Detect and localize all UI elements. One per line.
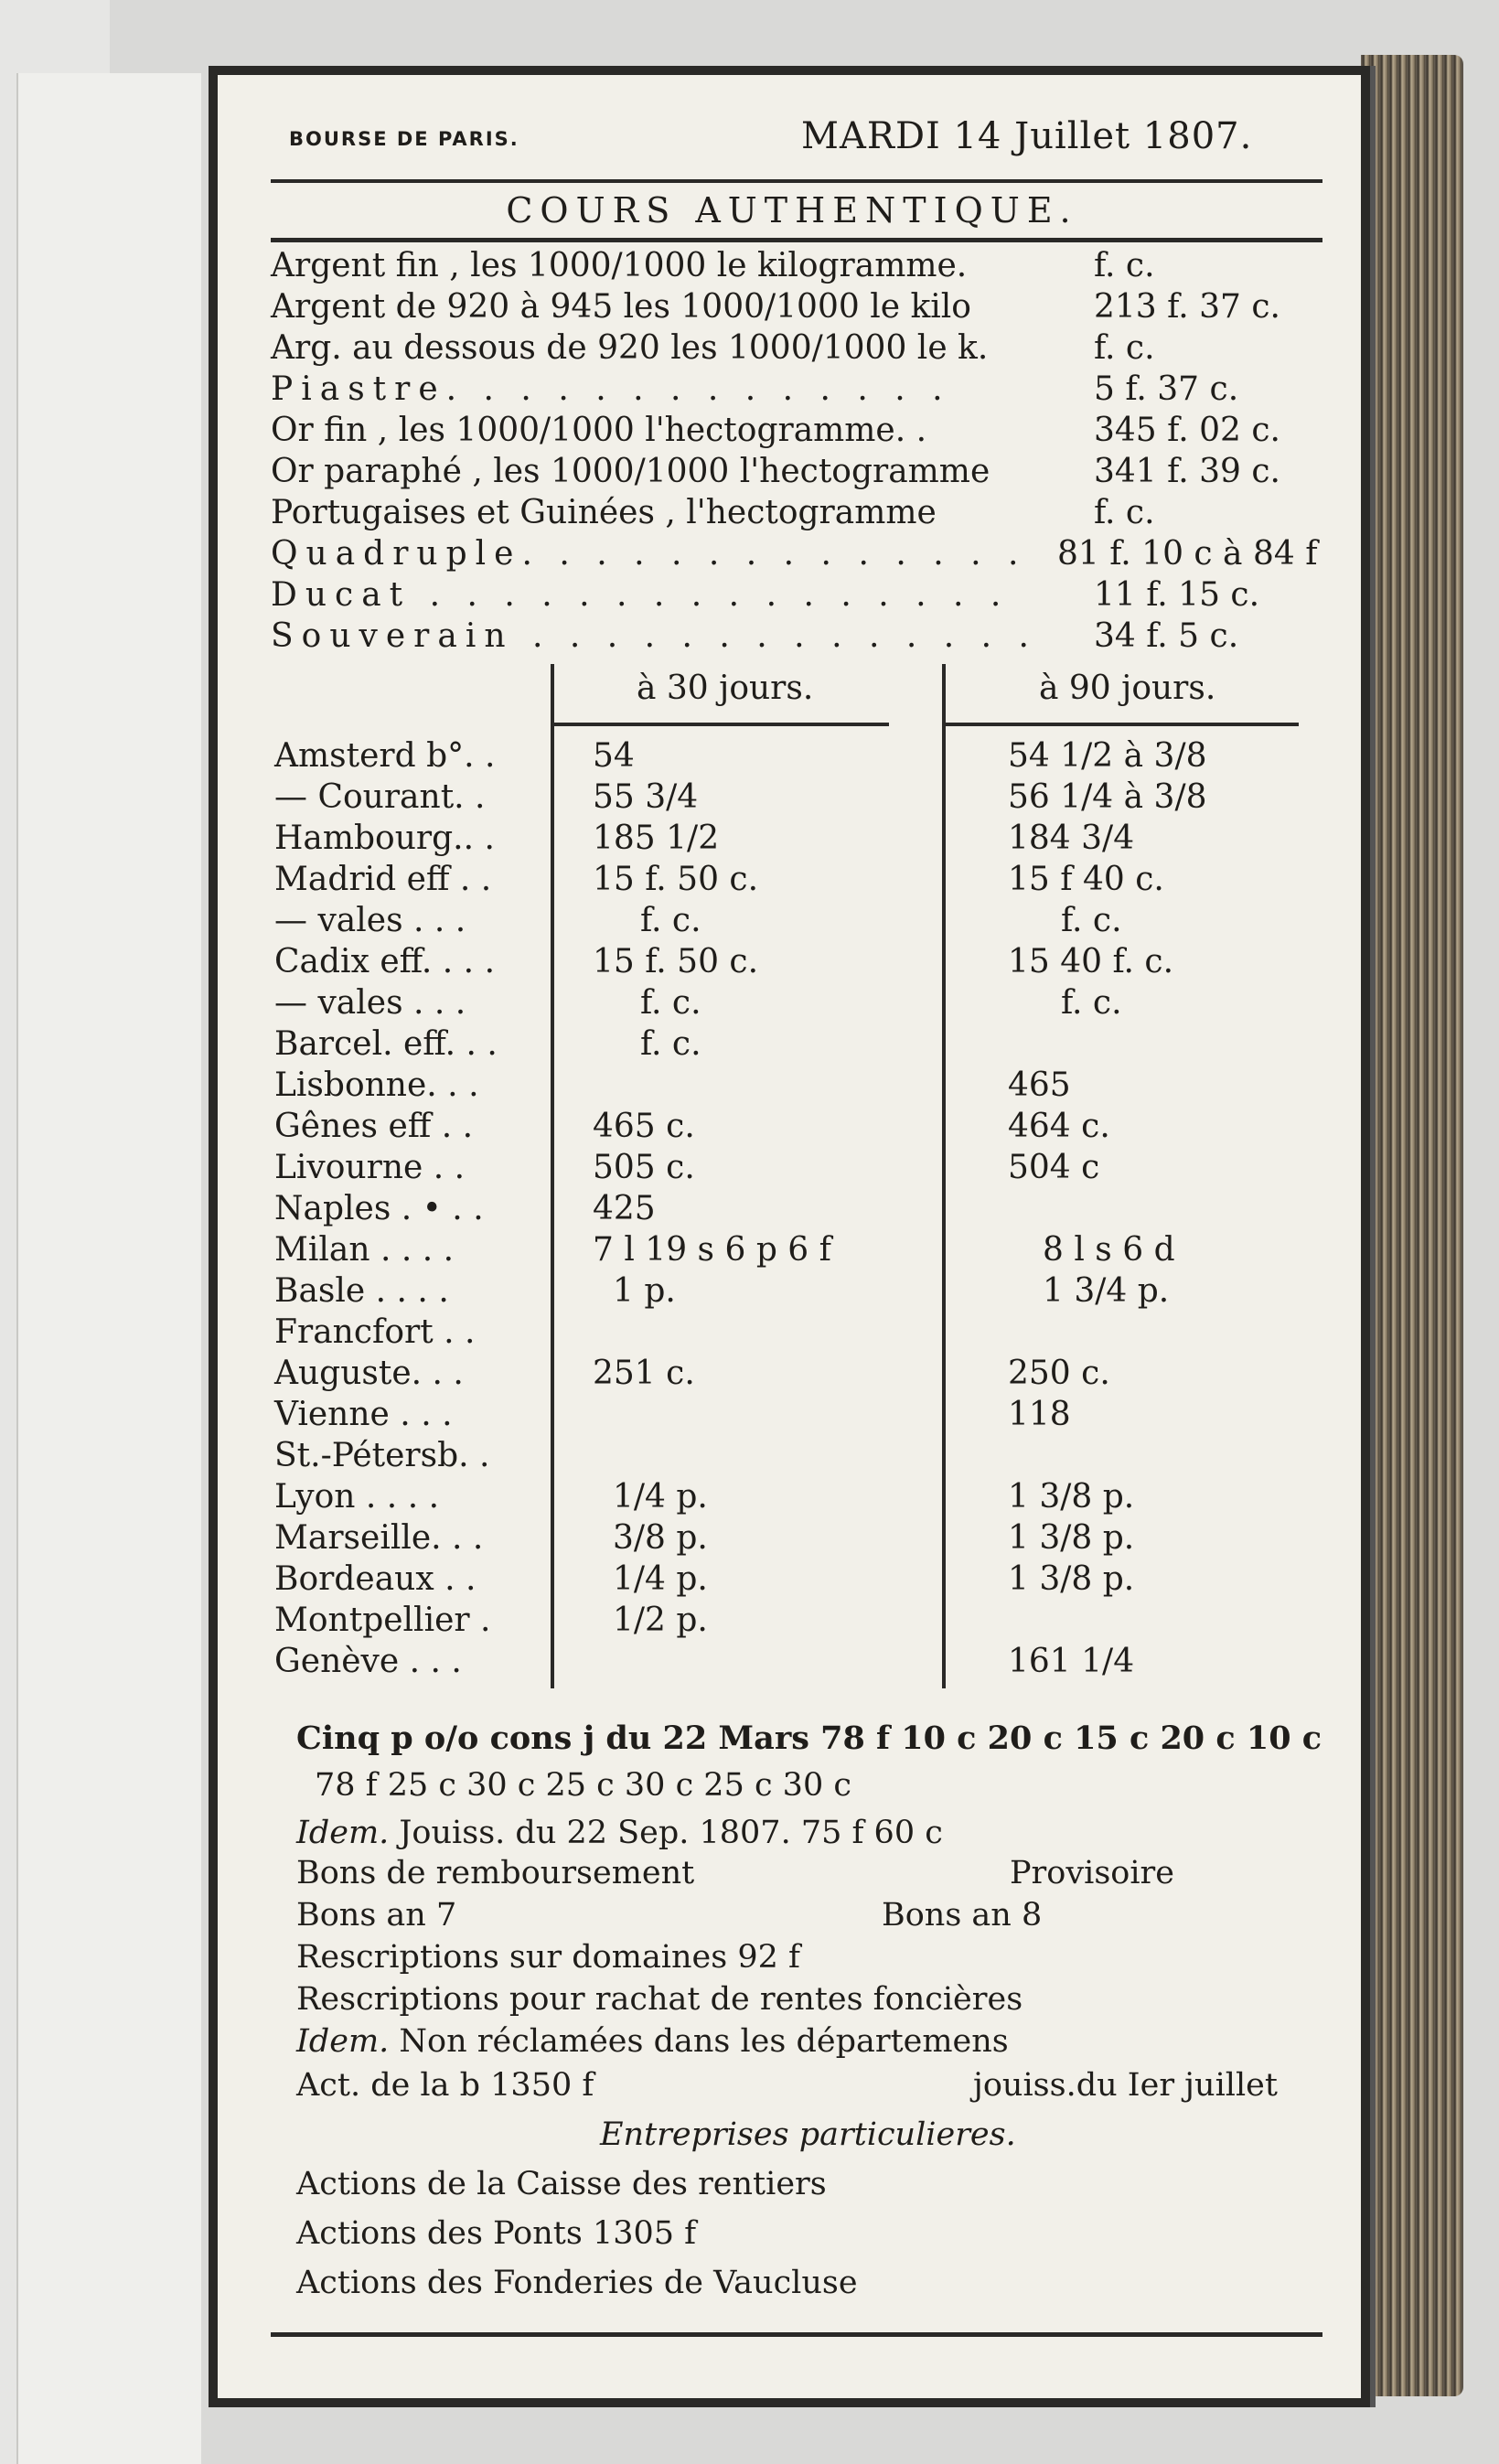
fund-idem-non-reclamees [296, 2023, 1009, 2060]
exchange-place: Barcel. eff. . . [274, 1025, 498, 1063]
rate-90: 1 3/8 p. [1008, 1560, 1135, 1598]
exchange-place: Lyon . . . . [274, 1478, 440, 1516]
exchange-place: Francfort . . [274, 1313, 476, 1351]
column-header-rule-30 [554, 723, 889, 726]
rate-30: 505 c. [593, 1149, 695, 1186]
exchange-place: Auguste. . . [274, 1355, 464, 1392]
rate-30: f. c. [640, 1025, 701, 1063]
metal-price: 341 f. 39 c. [1094, 453, 1280, 490]
page-inner [252, 91, 1332, 2378]
idem2-label: Idem. [296, 2023, 390, 2060]
metal-name: Quadruple. . . . . . . . . . . . . . [271, 535, 1027, 573]
rate-90: 465 [1008, 1066, 1071, 1104]
rate-90: f. c. [1061, 984, 1122, 1022]
metal-price: 81 f. 10 c à 84 f [1057, 535, 1318, 573]
idem2-text: Non réclamées dans les départemens [399, 2023, 1009, 2060]
exchange-place: Basle . . . . [274, 1272, 449, 1310]
exchange-place: Montpellier . [274, 1602, 491, 1639]
metal-price: 34 f. 5 c. [1094, 617, 1239, 655]
column-divider-right [942, 664, 946, 1688]
column-header-rule-90 [946, 723, 1299, 726]
rate-30: 185 1/2 [593, 820, 720, 857]
metal-price: 5 f. 37 c. [1094, 370, 1239, 408]
rate-90: 184 3/4 [1008, 820, 1135, 857]
rate-30: 3/8 p. [613, 1519, 708, 1557]
exchange-place: — vales . . . [274, 902, 466, 939]
rate-30: 54 [593, 737, 635, 775]
provisoire-label: Provisoire [1010, 1855, 1174, 1891]
exchange-place: Genève . . . [274, 1643, 462, 1680]
rate-30: f. c. [640, 984, 701, 1022]
rate-90: 1 3/4 p. [1043, 1272, 1170, 1310]
act-banque-text: Act. de la b 1350 f [296, 2067, 594, 2104]
metal-price: 345 f. 02 c. [1094, 412, 1280, 449]
page-edges [1361, 55, 1463, 2396]
rate-90: 8 l s 6 d [1043, 1231, 1175, 1269]
rate-90: 161 1/4 [1008, 1643, 1135, 1680]
rate-30: 1/4 p. [613, 1560, 708, 1598]
fund-bons-an [296, 1897, 1302, 1934]
metal-name: Piastre. . . . . . . . . . . . . . [271, 370, 951, 408]
rate-30: 7 l 19 s 6 p 6 f [593, 1231, 831, 1269]
exchange-place: Marseille. . . [274, 1519, 484, 1557]
metal-name: Argent fin , les 1000/1000 le kilogramme. [271, 247, 968, 284]
rate-30: 15 f. 50 c. [593, 943, 759, 980]
idem-label: Idem. [296, 1815, 390, 1851]
header-rule [271, 179, 1322, 183]
bons-an-7: Bons an 7 [296, 1897, 457, 1934]
rate-30: 55 3/4 [593, 778, 699, 816]
rate-90: 1 3/8 p. [1008, 1519, 1135, 1557]
exchange-place: Gênes eff . . [274, 1108, 474, 1145]
exchange-place: St.-Pétersb. . [274, 1437, 490, 1474]
fund-idem-jouissance [296, 1815, 943, 1851]
metal-price: 11 f. 15 c. [1094, 576, 1260, 614]
fund-cinq-continued: 78 f 25 c 30 c 25 c 30 c 25 c 30 c [315, 1767, 851, 1804]
exchange-place: Milan . . . . [274, 1231, 455, 1269]
fund-fonderies-vaucluse: Actions des Fonderies de Vaucluse [296, 2265, 858, 2301]
document-page [209, 66, 1370, 2407]
fund-bons-remboursement [296, 1855, 1302, 1891]
fund-cinq-pour-cent: Cinq p o/o cons j du 22 Mars 78 f 10 c 20 c 15 c 20 c 10 c [296, 1719, 1322, 1757]
metal-price: f. c. [1094, 247, 1155, 284]
rate-30: 465 c. [593, 1108, 695, 1145]
rate-90: 464 c. [1008, 1108, 1110, 1145]
exchange-place: Cadix eff. . . . [274, 943, 496, 980]
metal-name: Souverain . . . . . . . . . . . . . . [271, 617, 1037, 655]
rate-90: 54 1/2 à 3/8 [1008, 737, 1207, 775]
exchange-place: Livourne . . [274, 1149, 466, 1186]
metal-name: Ducat . . . . . . . . . . . . . . . . [271, 576, 1010, 614]
exchange-place: Naples . • . . [274, 1190, 484, 1227]
idem-text: Jouiss. du 22 Sep. 1807. 75 f 60 c [399, 1815, 943, 1851]
exchange-place: Vienne . . . [274, 1396, 453, 1433]
entreprises-heading: Entreprises particulieres. [600, 2116, 1016, 2153]
metal-name: Portugaises et Guinées , l'hectogramme [271, 494, 937, 531]
metal-price: 213 f. 37 c. [1094, 288, 1280, 326]
jouissance-text: jouiss.du Ier juillet [973, 2067, 1278, 2104]
rate-30: f. c. [640, 902, 701, 939]
rate-90: 1 3/8 p. [1008, 1478, 1135, 1516]
column-header-90: à 90 jours. [1039, 670, 1216, 707]
title-rule [271, 238, 1322, 242]
exchange-place: Lisbonne. . . [274, 1066, 479, 1104]
rate-30: 1/4 p. [613, 1478, 708, 1516]
fund-actions-banque [296, 2067, 1321, 2104]
metal-price: f. c. [1094, 494, 1155, 531]
column-divider-left [551, 664, 554, 1688]
binding-fold [16, 73, 201, 2464]
exchange-place: Amsterd b°. . [274, 737, 496, 775]
exchange-place: — Courant. . [274, 778, 486, 816]
rate-30: 1/2 p. [613, 1602, 708, 1639]
rate-90: f. c. [1061, 902, 1122, 939]
metal-name: Argent de 920 à 945 les 1000/1000 le kilo [271, 288, 971, 326]
bons-remb-label: Bons de remboursement [296, 1855, 695, 1891]
metal-name: Or paraphé , les 1000/1000 l'hectogramme [271, 453, 990, 490]
rate-30: 251 c. [593, 1355, 695, 1392]
rate-30: 15 f. 50 c. [593, 861, 759, 898]
metal-price: f. c. [1094, 329, 1155, 367]
section-title: COURS AUTHENTIQUE. [506, 190, 1078, 230]
fund-caisse-rentiers: Actions de la Caisse des rentiers [296, 2166, 827, 2202]
rate-90: 250 c. [1008, 1355, 1110, 1392]
exchange-place: — vales . . . [274, 984, 466, 1022]
fund-rescriptions-rachat: Rescriptions pour rachat de rentes foncières [296, 1981, 1023, 2018]
bons-an-8: Bons an 8 [882, 1897, 1043, 1934]
header-date: MARDI 14 Juillet 1807. [801, 115, 1253, 157]
fund-rescriptions-domaines: Rescriptions sur domaines 92 f [296, 1939, 800, 1976]
column-header-30: à 30 jours. [637, 670, 814, 707]
metal-name: Or fin , les 1000/1000 l'hectogramme. . [271, 412, 927, 449]
rate-90: 118 [1008, 1396, 1071, 1433]
rate-30: 1 p. [613, 1272, 676, 1310]
rate-90: 15 40 f. c. [1008, 943, 1174, 980]
rate-90: 56 1/4 à 3/8 [1008, 778, 1207, 816]
metal-name: Arg. au dessous de 920 les 1000/1000 le k. [271, 329, 989, 367]
fund-actions-ponts: Actions des Ponts 1305 f [296, 2215, 697, 2252]
exchange-place: Madrid eff . . [274, 861, 492, 898]
header-exchange: BOURSE DE PARIS. [289, 128, 519, 150]
rate-30: 425 [593, 1190, 656, 1227]
rate-90: 15 f 40 c. [1008, 861, 1164, 898]
rate-90: 504 c [1008, 1149, 1100, 1186]
exchange-place: Bordeaux . . [274, 1560, 476, 1598]
bottom-rule [271, 2332, 1322, 2337]
exchange-place: Hambourg.. . [274, 820, 495, 857]
